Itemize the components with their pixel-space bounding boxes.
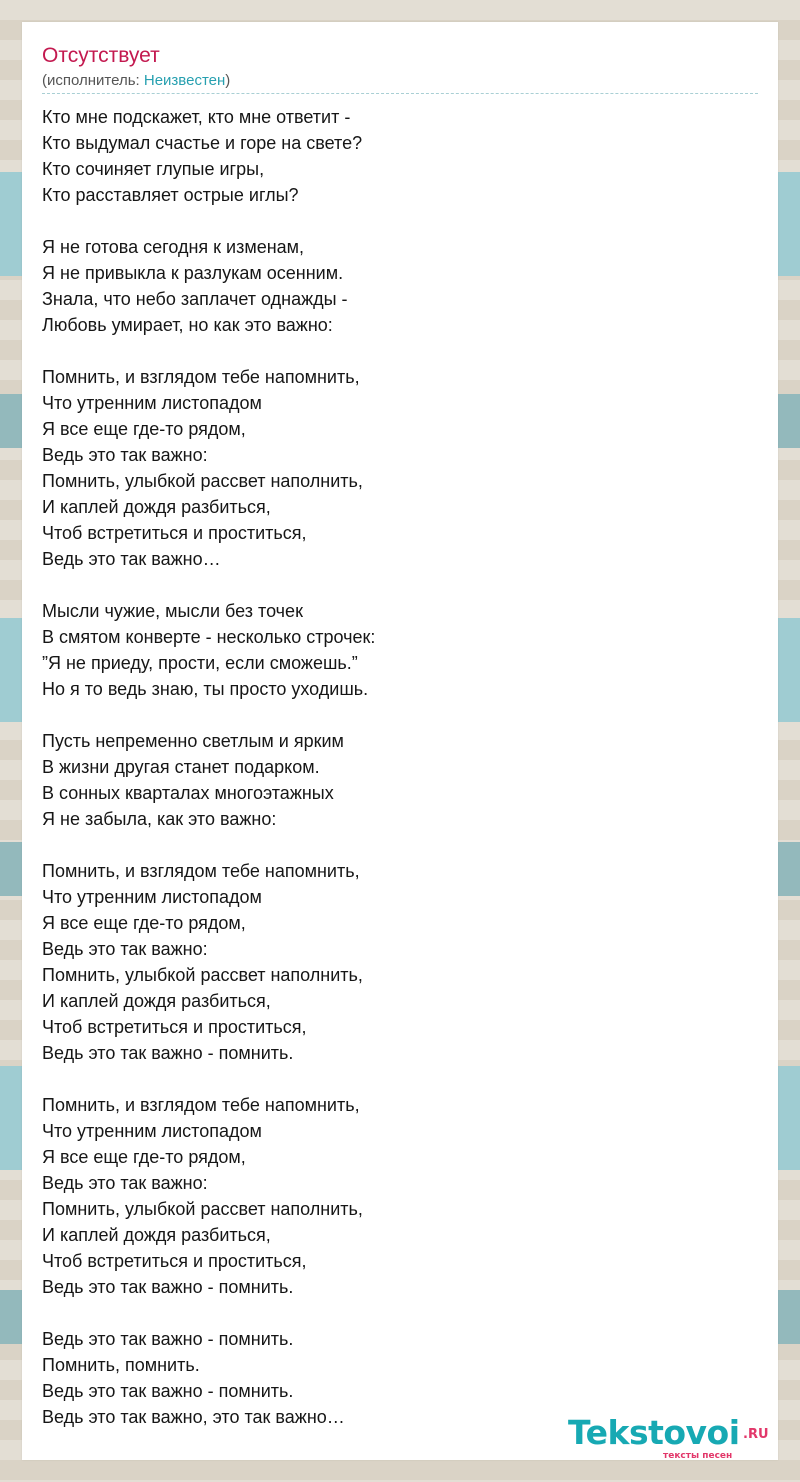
stanza [42, 598, 758, 702]
lyric-line: Ведь это так важно - помнить. [42, 1277, 294, 1297]
lyric-line: Помнить, и взглядом тебе напомнить, [42, 367, 360, 387]
lyric-line: В смятом конверте - несколько строчек: [42, 627, 376, 647]
lyric-line: Чтоб встретиться и проститься, [42, 523, 307, 543]
lyric-line: Кто сочиняет глупые игры, [42, 159, 265, 179]
song-title: Отсутствует [42, 44, 160, 67]
lyric-line: Ведь это так важно - помнить. [42, 1381, 294, 1401]
lyric-line: Я все еще где-то рядом, [42, 1147, 246, 1167]
lyric-line: Что утренним листопадом [42, 393, 262, 413]
header-divider [42, 93, 758, 94]
stanza [42, 858, 758, 1066]
lyric-line: Любовь умирает, но как это важно: [42, 315, 333, 335]
lyric-line: Помнить, улыбкой рассвет наполнить, [42, 965, 363, 985]
lyric-line: Я не готова сегодня к изменам, [42, 237, 305, 257]
lyric-line: Кто мне подскажет, кто мне ответит - [42, 107, 351, 127]
lyric-line: В жизни другая станет подарком. [42, 757, 320, 777]
lyric-line: Помнить, улыбкой рассвет наполнить, [42, 471, 363, 491]
lyric-line: Но я то ведь знаю, ты просто уходишь. [42, 679, 369, 699]
lyric-line: Чтоб встретиться и проститься, [42, 1251, 307, 1271]
lyric-line: И каплей дождя разбиться, [42, 1225, 271, 1245]
lyric-line: Ведь это так важно - помнить. [42, 1043, 294, 1063]
artist-line [42, 72, 230, 89]
lyric-line: Помнить, и взглядом тебе напомнить, [42, 861, 360, 881]
lyric-line: Знала, что небо заплачет однажды - [42, 289, 348, 309]
stanza [42, 104, 758, 208]
lyric-line: Ведь это так важно, это так важно… [42, 1407, 345, 1427]
lyric-line: Что утренним листопадом [42, 1121, 262, 1141]
site-logo[interactable] [568, 1413, 778, 1463]
lyric-line: Я не забыла, как это важно: [42, 809, 277, 829]
lyric-line: Ведь это так важно: [42, 445, 208, 465]
lyric-line: Ведь это так важно: [42, 1173, 208, 1193]
logo-tld: .RU [743, 1427, 769, 1442]
logo-name: Tekstovoi [568, 1413, 740, 1452]
artist-prefix: (исполнитель: [42, 72, 144, 89]
lyric-line: В сонных кварталах многоэтажных [42, 783, 334, 803]
lyric-line: Я не привыкла к разлукам осенним. [42, 263, 344, 283]
lyric-line: Ведь это так важно - помнить. [42, 1329, 294, 1349]
lyrics-body [42, 104, 758, 1456]
stanza [42, 1092, 758, 1300]
lyric-line: Помнить, и взглядом тебе напомнить, [42, 1095, 360, 1115]
lyric-line: Помнить, улыбкой рассвет наполнить, [42, 1199, 363, 1219]
stanza [42, 728, 758, 832]
lyric-line: Помнить, помнить. [42, 1355, 200, 1375]
artist-suffix: ) [225, 72, 231, 89]
lyric-line: Пусть непременно светлым и ярким [42, 731, 344, 751]
lyric-line: Я все еще где-то рядом, [42, 419, 246, 439]
lyric-line: Мысли чужие, мысли без точек [42, 601, 303, 621]
logo-tagline: тексты песен [663, 1451, 733, 1461]
lyric-line: Я все еще где-то рядом, [42, 913, 246, 933]
lyric-line: Что утренним листопадом [42, 887, 262, 907]
lyric-line: Кто выдумал счастье и горе на свете? [42, 133, 363, 153]
lyric-line: Ведь это так важно: [42, 939, 208, 959]
lyric-line: ”Я не приеду, прости, если сможешь.” [42, 653, 358, 673]
lyric-line: И каплей дождя разбиться, [42, 991, 271, 1011]
stanza [42, 234, 758, 338]
lyrics-card [22, 22, 778, 1460]
lyric-line: И каплей дождя разбиться, [42, 497, 271, 517]
lyric-line: Кто расставляет острые иглы? [42, 185, 299, 205]
lyric-line: Чтоб встретиться и проститься, [42, 1017, 307, 1037]
stanza [42, 364, 758, 572]
artist-link[interactable]: Неизвестен [143, 72, 226, 89]
lyric-line: Ведь это так важно… [42, 549, 221, 569]
